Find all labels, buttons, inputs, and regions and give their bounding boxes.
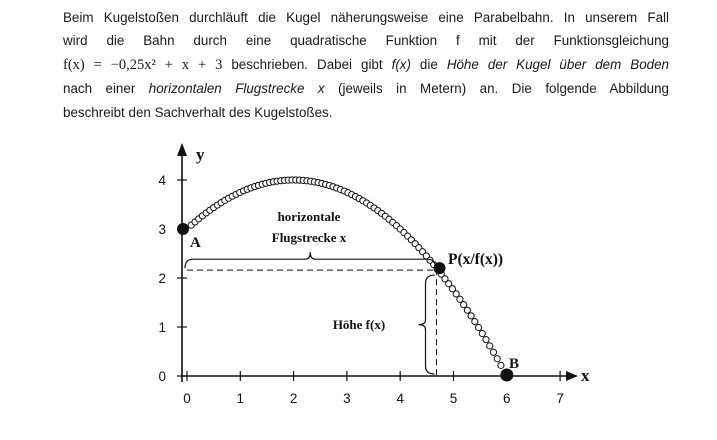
text-line-3-a: beschrieben. Dabei gibt — [222, 56, 392, 72]
text-line-5: beschreibt den Sachverhalt des Kugelstoßes. — [63, 104, 333, 120]
x-tick-label: 5 — [449, 391, 458, 406]
y-tick-label: 0 — [158, 369, 166, 384]
y-tick-label: 3 — [158, 222, 166, 237]
y-axis-label: y — [196, 145, 205, 164]
curve-marker — [494, 356, 500, 362]
height-label: Höhe f(x) — [332, 317, 386, 332]
curve-marker — [461, 302, 467, 308]
x-tick-label: 4 — [396, 391, 404, 406]
y-tick-label: 4 — [158, 173, 166, 188]
text-line-4-a: nach einer — [63, 81, 149, 97]
parabola-curve — [177, 177, 513, 382]
curve-marker — [479, 330, 485, 336]
curve-marker — [464, 307, 470, 313]
horizontal-distance-label-2: Flugstrecke x — [271, 230, 347, 245]
point-a-label: A — [190, 235, 201, 251]
point-p-label: P(x/f(x)) — [448, 251, 504, 268]
y-tick-label: 2 — [158, 271, 166, 286]
x-tick-label: 0 — [183, 391, 191, 406]
curve-marker — [498, 362, 504, 368]
text-hoehe: Höhe der Kugel über dem Boden — [446, 56, 669, 72]
x-tick-label: 1 — [236, 391, 245, 406]
point-b-label: B — [509, 356, 520, 372]
function-equation: f(x) = −0,25x² + x + 3 — [63, 56, 223, 73]
y-axis-arrow — [177, 143, 187, 156]
point-a — [177, 223, 189, 235]
x-tick-label: 7 — [556, 391, 564, 406]
text-line-3-b: die — [410, 56, 447, 72]
text-flugstrecke: horizontalen Flugstrecke x — [148, 81, 325, 97]
x-tick-label: 6 — [503, 391, 511, 406]
curve-marker — [475, 324, 481, 330]
x-axis-arrow — [566, 371, 578, 381]
x-axis-label: x — [581, 366, 590, 385]
horizontal-brace — [185, 252, 436, 268]
curve-marker — [490, 349, 496, 355]
text-line-1: Beim Kugelstoßen durchläuft die Kugel näherungsweise eine Parabelbahn. In unserem Fall — [63, 10, 669, 25]
curve-marker — [472, 319, 478, 325]
text-fx: f(x) — [391, 56, 411, 72]
y-tick-label: 1 — [158, 320, 166, 335]
axes — [177, 143, 590, 385]
figure-labels — [190, 209, 519, 372]
text-line-4-b: (jeweils in Metern) an. Die folgende Abbildung — [324, 81, 669, 97]
curve-marker — [483, 337, 489, 343]
vertical-brace — [419, 275, 435, 374]
x-tick-label: 2 — [289, 391, 298, 406]
guide-lines — [187, 269, 438, 376]
x-tick-label: 3 — [343, 391, 351, 406]
horizontal-distance-label-1: horizontale — [277, 209, 341, 224]
text-line-2-content: wird die Bahn durch eine quadratische Funktion f mit der Funktionsgleichung — [63, 33, 669, 49]
curve-marker — [487, 343, 493, 349]
curve-marker — [468, 313, 474, 319]
